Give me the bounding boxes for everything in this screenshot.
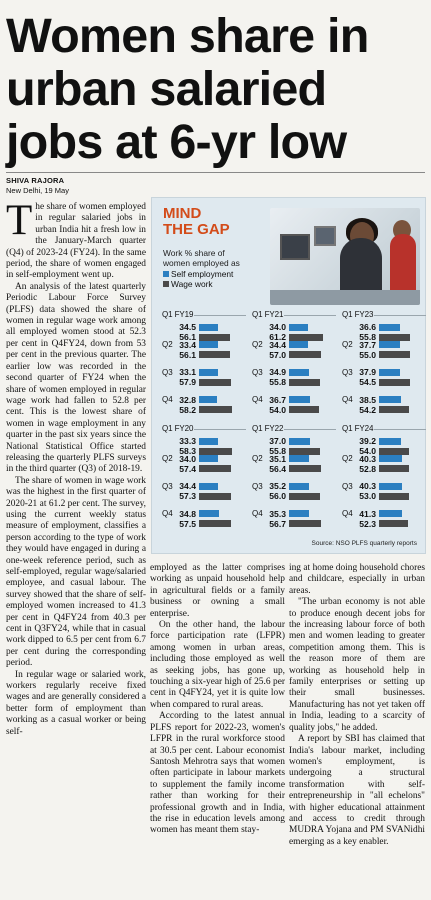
chart-source: Source: NSO PLFS quarterly reports [311, 540, 417, 547]
bar-value-label: 36.6 [359, 322, 376, 332]
bar-row [162, 340, 218, 350]
article-paragraph: In regular wage or salaried work, workers regularly receive fixed wages and are generally considered a better form of employment than working as a casual worker or being self- [6, 669, 146, 737]
quarter-label: Q3 [342, 481, 353, 491]
bar-row [162, 464, 231, 474]
bar-row [342, 350, 410, 360]
bar-row [342, 454, 402, 464]
bar-self [199, 369, 218, 376]
bar-wage [379, 465, 409, 472]
bar-self [379, 510, 402, 517]
quarter-label: Q4 [252, 395, 263, 404]
bar-value-label: 38.5 [359, 394, 376, 405]
bar-self [289, 369, 309, 376]
bar-value-label: 33.1 [179, 367, 196, 377]
article-column-3 [289, 563, 425, 895]
bar-value-label: 57.4 [179, 463, 196, 474]
year-heading-rule [374, 315, 426, 316]
bar-row [342, 322, 400, 332]
year-heading-rule [194, 429, 246, 430]
bar-self [379, 324, 400, 331]
article-paragraph: On the other hand, the labour force participation rate (LFPR) among women in urban areas, including those employed as well as seeking jobs, has gone up, touching a six-year high of 25.6 per cent in Q4FY24, yet it is quite low when compared to rural areas. [150, 620, 285, 710]
graphic-subtitle-line-1: Work % share of [163, 248, 225, 258]
quarter-label: Q3 [342, 367, 353, 377]
monitor-icon [314, 226, 336, 246]
bar-wage [289, 465, 321, 472]
bar-row [162, 509, 219, 519]
bar-value-label: 57.3 [179, 491, 196, 501]
legend-label-wage: Wage work [171, 279, 213, 289]
bar-value-label: 35.3 [269, 508, 286, 519]
quarter-label: Q2 [162, 454, 173, 463]
year-heading-rule [284, 315, 336, 316]
year-heading-label: Q1 FY23 [342, 310, 374, 319]
article-paragraph: "The urban economy is not able to produce enough decent jobs for the increasing labour force of both men and women leading to greater competition among them. This is the reason more of them are working as household help in family enterprises or setting up their small businesses. Manufacturing has not yet taken off in India, leading to a scarcity of quality jobs," he added. [289, 597, 425, 733]
bar-value-label: 52.3 [359, 518, 376, 529]
dropcap: T [6, 202, 33, 244]
bar-value-label: 41.3 [359, 508, 376, 519]
year-heading [162, 310, 246, 320]
bar-row [252, 491, 320, 501]
year-heading [252, 310, 336, 320]
bar-wage [199, 493, 231, 500]
bar-value-label: 58.2 [179, 404, 196, 415]
bar-row [342, 481, 402, 491]
bar-row [162, 395, 217, 405]
bar-value-label: 34.4 [269, 339, 286, 350]
bar-wage [379, 351, 410, 358]
bar-value-label: 57.9 [179, 377, 196, 387]
bar-value-label: 37.7 [359, 339, 376, 350]
bar-row [342, 377, 410, 387]
bar-row [342, 405, 409, 415]
graphic-title [163, 206, 230, 238]
chart-legend [163, 269, 233, 289]
bar-value-label: 34.9 [269, 367, 286, 377]
year-heading-label: Q1 FY21 [252, 310, 284, 319]
year-heading-label: Q1 FY24 [342, 424, 374, 433]
bar-value-label: 34.8 [179, 508, 196, 519]
bar-self [289, 510, 309, 517]
bar-row [162, 454, 218, 464]
bar-self [289, 455, 309, 462]
bar-wage [199, 379, 231, 386]
legend-swatch-self [163, 271, 169, 277]
headline-divider [6, 172, 425, 173]
bar-value-label: 54.2 [359, 404, 376, 415]
year-heading-label: Q1 FY22 [252, 424, 284, 433]
bar-self [199, 341, 218, 348]
bar-value-label: 32.8 [179, 394, 196, 405]
quarter-label: Q3 [252, 367, 263, 377]
office-workers-photo [270, 208, 420, 305]
year-heading-label: Q1 FY20 [162, 424, 194, 433]
quarter-label: Q4 [162, 509, 173, 518]
bar-self [379, 341, 400, 348]
bar-row [252, 367, 309, 377]
quarter-label: Q3 [162, 367, 173, 377]
bar-self [199, 324, 218, 331]
bar-self [379, 438, 401, 445]
bar-value-label: 56.1 [179, 349, 196, 360]
bar-row [342, 509, 402, 519]
legend-item-wage [163, 279, 233, 289]
bar-value-label: 53.0 [359, 491, 376, 501]
bar-row [162, 491, 231, 501]
bar-value-label: 52.8 [359, 463, 376, 474]
year-heading-label: Q1 FY19 [162, 310, 194, 319]
article-paragraph: The share of women in wage work was the highest in the first quarter of 2020-21 at 61.2 per cent. The survey, using the current weekly status measure of employment, classifies a person according to the type of work they would have engaged in during a one-week reference period, such as self-employed, regular wage/salaried employee, and casual labour. The survey showed that the share of self-employed women increased to 41.3 per cent in Q4FY24 from 40.3 per cent in Q3FY24, while that in casual work dipped to 6.5 per cent from 6.7 per cent during the corresponding period. [6, 475, 146, 669]
bar-value-label: 61.2 [269, 332, 286, 342]
bar-row [252, 340, 308, 350]
bar-value-label: 37.0 [269, 436, 286, 446]
bar-value-label: 55.8 [359, 332, 376, 342]
article-paragraph: employed as the latter comprises working as unpaid household help in agricultural fields or a family business or owning a small enterprise. [150, 563, 285, 619]
bar-wage [199, 520, 231, 527]
bar-value-label: 40.3 [359, 481, 376, 491]
year-heading-rule [194, 315, 246, 316]
graphic-title-line-1: MIND [163, 205, 202, 222]
bar-value-label: 35.1 [269, 453, 286, 464]
year-heading [342, 310, 426, 320]
bar-value-label: 54.0 [359, 446, 376, 456]
headline-line-3: jobs at 6-yr low [6, 115, 347, 169]
article-paragraph: According to the latest annual PLFS report for 2022-23, women's LFPR in the rural workforce stood at 30.5 per cent. Labour economist Santosh Mehrotra says that women often participate in labour markets to supplement the family income rather than working for their professional growth and in India, the rise in education levels among women has meant them stay- [150, 711, 285, 836]
headline-line-1: Women share in [6, 9, 369, 63]
bar-value-label: 34.0 [269, 322, 286, 332]
bar-value-label: 57.0 [269, 349, 286, 360]
bar-wage [199, 465, 231, 472]
quarter-label: Q2 [252, 454, 263, 463]
bar-value-label: 54.0 [269, 404, 286, 415]
quarter-label: Q2 [162, 340, 173, 349]
bar-row [162, 405, 232, 415]
quarter-label: Q3 [162, 481, 173, 491]
bar-value-label: 55.8 [269, 446, 286, 456]
bar-value-label: 33.4 [179, 339, 196, 350]
bar-row [342, 436, 401, 446]
bar-value-label: 34.0 [179, 453, 196, 464]
bar-value-label: 34.4 [179, 481, 196, 491]
bar-value-label: 54.5 [359, 377, 376, 387]
article-column-2 [150, 563, 285, 895]
bar-row [252, 322, 308, 332]
bar-row [252, 377, 320, 387]
bar-row [252, 464, 321, 474]
quarter-label: Q4 [252, 509, 263, 518]
monitor-icon [280, 234, 310, 260]
bar-self [199, 396, 217, 403]
year-heading-rule [374, 429, 426, 430]
bar-row [342, 395, 401, 405]
bar-wage [289, 493, 320, 500]
quarter-label: Q2 [342, 340, 353, 349]
bar-wage [379, 520, 408, 527]
bar-value-label: 35.2 [269, 481, 286, 491]
bar-row [162, 519, 231, 529]
legend-swatch-wage [163, 281, 169, 287]
graphic-subtitle [163, 248, 240, 268]
bar-row [162, 350, 230, 360]
bar-value-label: 55.0 [359, 349, 376, 360]
quarter-label: Q4 [162, 395, 173, 404]
bar-wage [289, 406, 319, 413]
bar-value-label: 39.2 [359, 436, 376, 446]
quarter-label: Q2 [252, 340, 263, 349]
legend-item-self [163, 269, 233, 279]
bar-wage [199, 351, 230, 358]
bar-value-label: 56.0 [269, 491, 286, 501]
bar-wage [379, 493, 409, 500]
bar-self [199, 483, 218, 490]
bar-value-label: 56.1 [179, 332, 196, 342]
bar-row [252, 405, 319, 415]
bar-value-label: 57.5 [179, 518, 196, 529]
bar-wage [199, 406, 232, 413]
bar-self [379, 396, 401, 403]
article-column-1 [6, 202, 146, 894]
bar-self [379, 483, 402, 490]
headline [6, 10, 426, 169]
bar-row [162, 436, 218, 446]
year-heading [252, 424, 336, 434]
year-heading [342, 424, 426, 434]
bar-value-label: 40.3 [359, 453, 376, 464]
bar-row [342, 367, 400, 377]
bar-row [252, 519, 321, 529]
bar-wage [379, 379, 410, 386]
bar-row [162, 481, 218, 491]
bar-self [289, 396, 310, 403]
bar-row [342, 464, 409, 474]
paragraph-text: he share of women employed in regular salaried jobs in urban India hit a fresh low in the January-March quarter (Q4) of 2023-24 (FY24). In the same period, the share of women engaged in self-employment went up. [6, 202, 146, 281]
bar-row [162, 367, 218, 377]
bar-row [252, 481, 309, 491]
bar-value-label: 58.3 [179, 446, 196, 456]
author-name: SHIVA RAJORA [6, 176, 65, 185]
bar-value-label: 33.3 [179, 436, 196, 446]
photo-desk [270, 290, 420, 305]
bar-row [252, 509, 309, 519]
dateline: New Delhi, 19 May [6, 186, 69, 195]
quarter-label: Q4 [342, 395, 353, 404]
article-paragraph [6, 202, 146, 282]
bar-row [252, 350, 321, 360]
bar-row [342, 340, 400, 350]
article-paragraph: A report by SBI has claimed that India's labour market, including women's employment, is undergoing a structural transformation with self-entrepreneurship in "all echelons" with higher educational attainment and access to credit through MUDRA Yojana and PM SVANidhi emerging as a key enabler. [289, 734, 425, 847]
bar-value-label: 56.7 [269, 518, 286, 529]
bar-row [252, 436, 310, 446]
bar-self [199, 510, 219, 517]
quarter-label: Q4 [342, 509, 353, 518]
bar-row [252, 454, 309, 464]
byline [6, 176, 69, 195]
bar-value-label: 34.5 [179, 322, 196, 332]
bar-value-label: 56.4 [269, 463, 286, 474]
bar-self [199, 438, 218, 445]
quarter-label: Q3 [252, 481, 263, 491]
bar-self [289, 324, 308, 331]
year-heading [162, 424, 246, 434]
article-paragraph: ing at home doing household chores and childcare, especially in urban areas. [289, 563, 425, 596]
bar-wage [379, 406, 409, 413]
bar-row [162, 377, 231, 387]
mind-the-gap-graphic [151, 197, 426, 554]
quarter-label: Q2 [342, 454, 353, 463]
bar-self [289, 341, 308, 348]
bar-row [342, 491, 409, 501]
bar-wage [289, 379, 320, 386]
bar-self [199, 455, 218, 462]
graphic-title-line-2: THE GAP [163, 221, 230, 238]
bar-value-label: 36.7 [269, 394, 286, 405]
legend-label-self: Self employment [171, 269, 234, 279]
headline-line-2: urban salaried [6, 62, 327, 116]
graphic-subtitle-line-2: women employed as [163, 258, 240, 268]
article-paragraph: An analysis of the latest quarterly Periodic Labour Force Survey (PLFS) data showed the share of women in regular wage work among all employed women stood at 52.3 per cent in Q4FY24, down from 53 per cent in the previous quarter. The earlier low was recorded in the second quarter of FY24 when the share of women employed in regular wage work had fallen to 52.8 per cent. This is the lowest share of women in wage employment in any quarter in the past six years since the National Statistical Office started releasing the quarterly PLFS surveys in the third quarter (Q3) of 2018-19. [6, 281, 146, 475]
bar-row [162, 322, 218, 332]
bar-row [342, 519, 408, 529]
bar-value-label: 37.9 [359, 367, 376, 377]
bar-row [252, 395, 310, 405]
bar-self [289, 438, 310, 445]
bar-self [289, 483, 309, 490]
bar-wage [289, 351, 321, 358]
bar-self [379, 455, 402, 462]
bar-self [379, 369, 400, 376]
bar-value-label: 55.8 [269, 377, 286, 387]
year-heading-rule [284, 429, 336, 430]
bar-wage [289, 520, 321, 527]
